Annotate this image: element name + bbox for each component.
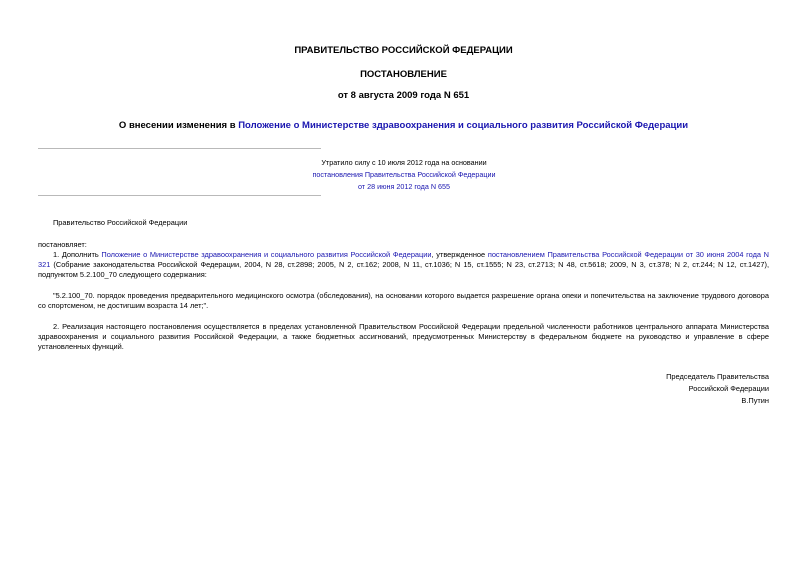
signature-line2: Российской Федерации	[688, 384, 769, 394]
government-heading: ПРАВИТЕЛЬСТВО РОССИЙСКОЙ ФЕДЕРАЦИИ	[294, 45, 513, 56]
item1-start: 1. Дополнить	[53, 250, 102, 259]
document-date-number: от 8 августа 2009 года N 651	[337, 90, 470, 101]
document-type: ПОСТАНОВЛЕНИЕ	[360, 69, 447, 80]
title-prefix: О внесении изменения в	[118, 120, 239, 131]
document-title	[0, 120, 807, 131]
quoted-subitem: "5.2.100_70. порядок проведения предварительного медицинского осмотра (обследования), на основании которого выдается разрешение органа опеки и попечительства на заключение трудового договора со спортсменом, не достигшим возраста 14 лет;".	[38, 291, 769, 310]
signature-name: В.Путин	[741, 396, 769, 406]
title-link[interactable]: Положение о Министерстве здравоохранения и социального развития Российской Федерации	[238, 120, 689, 131]
status-note-link-date[interactable]: от 28 июня 2012 года N 655	[357, 182, 451, 191]
item1-link-regulation[interactable]: Положение о Министерстве здравоохранения и социального развития Российской Федерации	[101, 250, 432, 259]
resolves-line: постановляет:	[38, 240, 87, 249]
top-divider	[38, 148, 321, 149]
status-note	[245, 157, 563, 193]
item1-end: (Собрание законодательства Российской Федерации, 2004, N 28, ст.2898; 2005, N 2, ст.162; 2008, N 11, ст.1036; N 15, ст.1555; N 23, ст.2713; N 48, ст.5618; 2009, N 3, ст.378; N 2, ст.244; N 12, ст.1427), подпунктом 5.2.100_70 следующего содержания:	[38, 259, 769, 279]
item-2: 2. Реализация настоящего постановления осуществляется в пределах установленной Правительством Российской Федерации предельной численности работников центрального аппарата Министерства здравоохранения и социального развития Российской Федерации, а также бюджетных ассигнований, предусмотренных Министерству в федеральном бюджете на руководство и управление в сфере установленных функций.	[38, 322, 769, 351]
item-1	[38, 250, 769, 279]
bottom-divider	[38, 195, 321, 196]
item1-link-decree[interactable]: постановлением Правительства Российской Федерации от 30 июня 2004 года N 321	[38, 250, 769, 269]
status-note-link-decree[interactable]: постановления Правительства Российской Федерации	[312, 170, 496, 179]
item1-mid: , утвержденное	[431, 250, 488, 259]
signature-line1: Председатель Правительства	[666, 372, 769, 381]
issuer-line: Правительство Российской Федерации	[53, 218, 188, 227]
signature-block	[666, 371, 769, 408]
status-note-line1: Утратило силу с 10 июля 2012 года на основании	[321, 158, 487, 167]
